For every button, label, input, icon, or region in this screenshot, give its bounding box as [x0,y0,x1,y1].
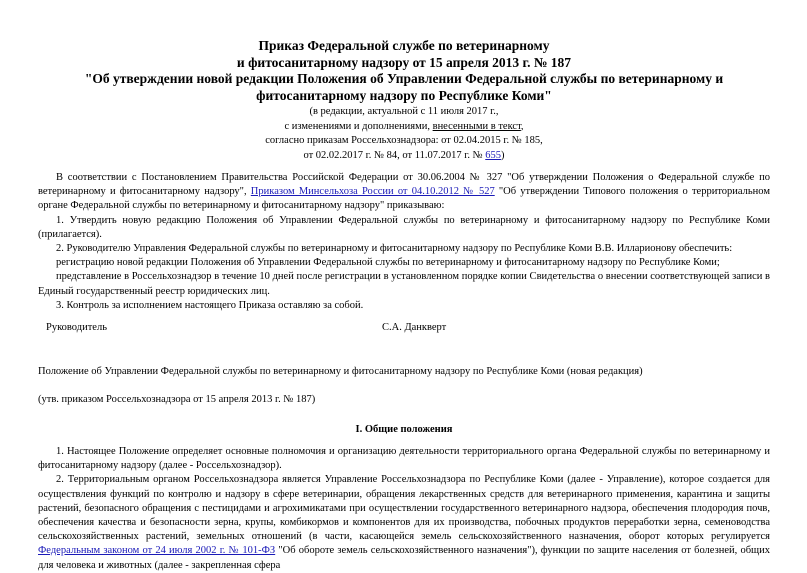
amendments-link[interactable]: внесенными в текст [432,120,521,132]
section-body [38,445,770,573]
edition-note [38,105,770,163]
section-paragraph [38,473,770,572]
title-line: фитосанитарному надзору по Республике Коми" [256,87,552,103]
edition-line [38,149,770,164]
signature-block [38,321,770,335]
title-line: и фитосанитарному надзору от 15 апреля 2013 г. № 187 [236,54,572,70]
edition-text: от 02.02.2017 г. № 84, от 11.07.2017 г. № [303,149,486,161]
paragraph-text: "Об обороте земель сельскохозяйственного назначения"), функции по защите населения от болезней, общих для человека и животных (далее - закрепленная сфера [38,545,770,571]
title-line: Приказ Федеральной службе по ветеринарному [258,38,550,53]
edition-text: , [520,120,524,132]
section-paragraph: 1. Настоящее Положение определяет основные полномочия и организацию деятельности территориального органа Федеральной службы по ветеринарному и фитосанитарному надзору (далее - Россельхознадзор). [38,446,770,472]
preamble [38,171,770,214]
signature-role: Руководитель [46,322,107,334]
minselkhoz-order-link[interactable]: Приказом Минсельхоза России от 04.10.2012 № 527 [250,186,495,198]
title-line: "Об утверждении новой редакции Положения об Управлении Федеральной службы по ветеринарному и [84,71,724,86]
edition-line: (в редакции, актуальной с 11 июля 2017 г., [309,106,499,117]
section-heading: I. Общие положения [355,424,453,436]
edition-text: с изменениями и дополнениями, [284,120,433,132]
document-title [38,38,770,104]
paragraph-text: 2. Территориальным органом Россельхознадзора является Управление Россельхознадзора по Республике Коми (далее - Управление), которое создается для осуществления функций по контролю и надзору в сфере ветеринарии, обращения лекарственных средств для ветеринарного применения, карантина и защиты растений, безопасного обращения с пестицидами и агрохимикатами при осуществлении государственного ветеринарного надзора, обеспечения плодородия почв, обеспечения качества и безопасности зерна, крупы, комбикормов и компонентов для их производства, побочных продуктов переработки зерна, семеноводства сельскохозяйственных растений, земельных отношений (в части, касающейся земель сельскохозяйственного назначения, оборот которых регулируется [38,474,770,543]
order-655-link[interactable]: 655 [485,149,502,161]
edition-line [38,120,770,135]
order-item: 2. Руководителю Управления Федеральной службы по ветеринарному и фитосанитарному надзору по Республике Коми В.В. Илларионову обеспечить: [56,243,733,255]
preamble-text: "Об утверждении Типового положения о территориальном органе Федеральной службы по ветеринарному и фитосанитарному надзору" приказываю: [38,186,770,212]
document [38,0,770,573]
appendix-approved: (утв. приказом Россельхознадзора от 15 апреля 2013 г. № 187) [38,394,316,406]
edition-line: согласно приказам Россельхознадзора: от 02.04.2015 г. № 185, [265,135,543,146]
edition-text: ) [501,149,505,161]
order-item: 1. Утвердить новую редакцию Положения об Управлении Федеральной службы по ветеринарному и фитосанитарному надзору по Республике Коми (прилагается). [38,214,770,240]
order-item: регистрацию новой редакции Положения об Управлении Федеральной службы по ветеринарному и фитосанитарному надзору по Республике Коми; [56,257,720,269]
order-item: 3. Контроль за исполнением настоящего Приказа оставляю за собой. [56,299,364,311]
preamble-text: В соответствии с Постановлением Правительства Российской Федерации от 30.06.2004 № 327 "Об утверждении Положения о Федеральной службе по ветеринарному и фитосанитарному надзору", [38,172,770,198]
appendix-title: Положение об Управлении Федеральной службы по ветеринарному и фитосанитарному надзору по Республике Коми (новая редакция) [38,366,643,378]
federal-law-link[interactable]: Федеральным законом от 24 июля 2002 г. № 101-ФЗ [38,545,276,557]
signature-name: С.А. Данкверт [382,322,447,334]
order-body [38,171,770,313]
order-item: представление в Россельхознадзор в течение 10 дней после регистрации в установленном порядке копии Свидетельства о внесении соответствующей записи в Единый государственный реестр юридических лиц. [38,271,770,297]
